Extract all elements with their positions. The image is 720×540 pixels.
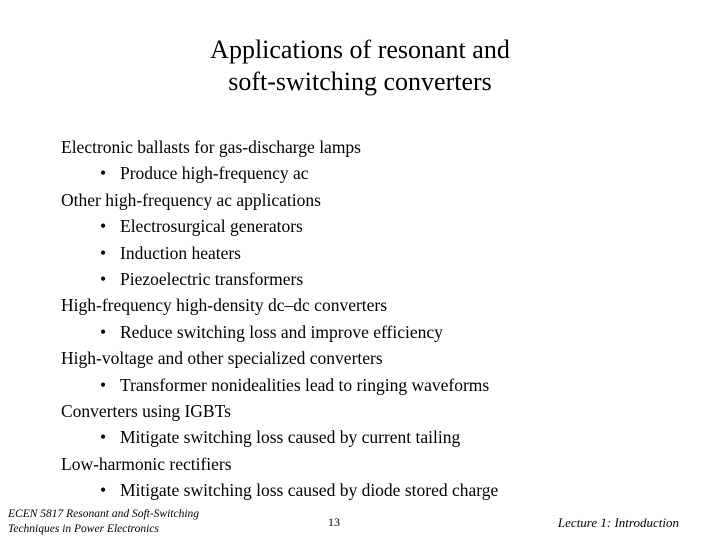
list-item-text: Converters using IGBTs [61,400,231,421]
list-item-text: Reduce switching loss and improve efficiency [120,321,443,342]
list-item-bullet [61,424,701,450]
slide-content [61,134,701,503]
bullet-icon: • [100,268,107,289]
list-item-text: Electrosurgical generators [120,216,303,237]
bullet-icon: • [100,321,107,342]
footer-course-line-2: Techniques in Power Electronics [8,522,159,535]
list-item-text: Induction heaters [120,242,241,263]
list-item-bullet [61,160,701,186]
slide-title-line-2: soft-switching converters [228,67,492,96]
bullet-icon: • [100,242,107,263]
slide-title [0,34,720,98]
list-item-bullet [61,319,701,345]
list-item-heading [61,398,701,424]
list-item-heading [61,292,701,318]
bullet-icon: • [100,374,107,395]
list-item-text: Mitigate switching loss caused by diode stored charge [120,480,499,501]
bullet-icon: • [100,480,107,501]
footer-course [8,507,199,536]
bullet-icon: • [100,427,107,448]
bullet-icon: • [100,216,107,237]
list-item-text: High-frequency high-density dc–dc converters [61,295,388,316]
list-item-heading [61,345,701,371]
footer-course-line-1: ECEN 5817 Resonant and Soft-Switching [8,508,200,520]
footer-page-number: 13 [328,515,340,529]
list-item-bullet [61,213,701,239]
list-item-bullet [61,266,701,292]
list-item-bullet [61,477,701,503]
list-item-text: Transformer nonidealities lead to ringing waveforms [120,374,490,395]
footer-lecture: Lecture 1: Introduction [557,515,679,530]
list-item-text: Mitigate switching loss caused by current tailing [120,427,461,448]
list-item-bullet [61,240,701,266]
list-item-text: Other high-frequency ac applications [61,189,321,210]
bullet-icon: • [100,163,107,184]
list-item-bullet [61,372,701,398]
list-item-text: High-voltage and other specialized converters [61,348,383,369]
list-item-heading [61,134,701,160]
list-item-heading [61,187,701,213]
slide-title-line-1: Applications of resonant and [210,35,510,64]
list-item-text: Piezoelectric transformers [120,268,304,289]
list-item-text: Produce high-frequency ac [120,163,309,184]
list-item-heading [61,451,701,477]
list-item-text: Low-harmonic rectifiers [61,453,232,474]
list-item-text: Electronic ballasts for gas-discharge lamps [61,137,361,157]
